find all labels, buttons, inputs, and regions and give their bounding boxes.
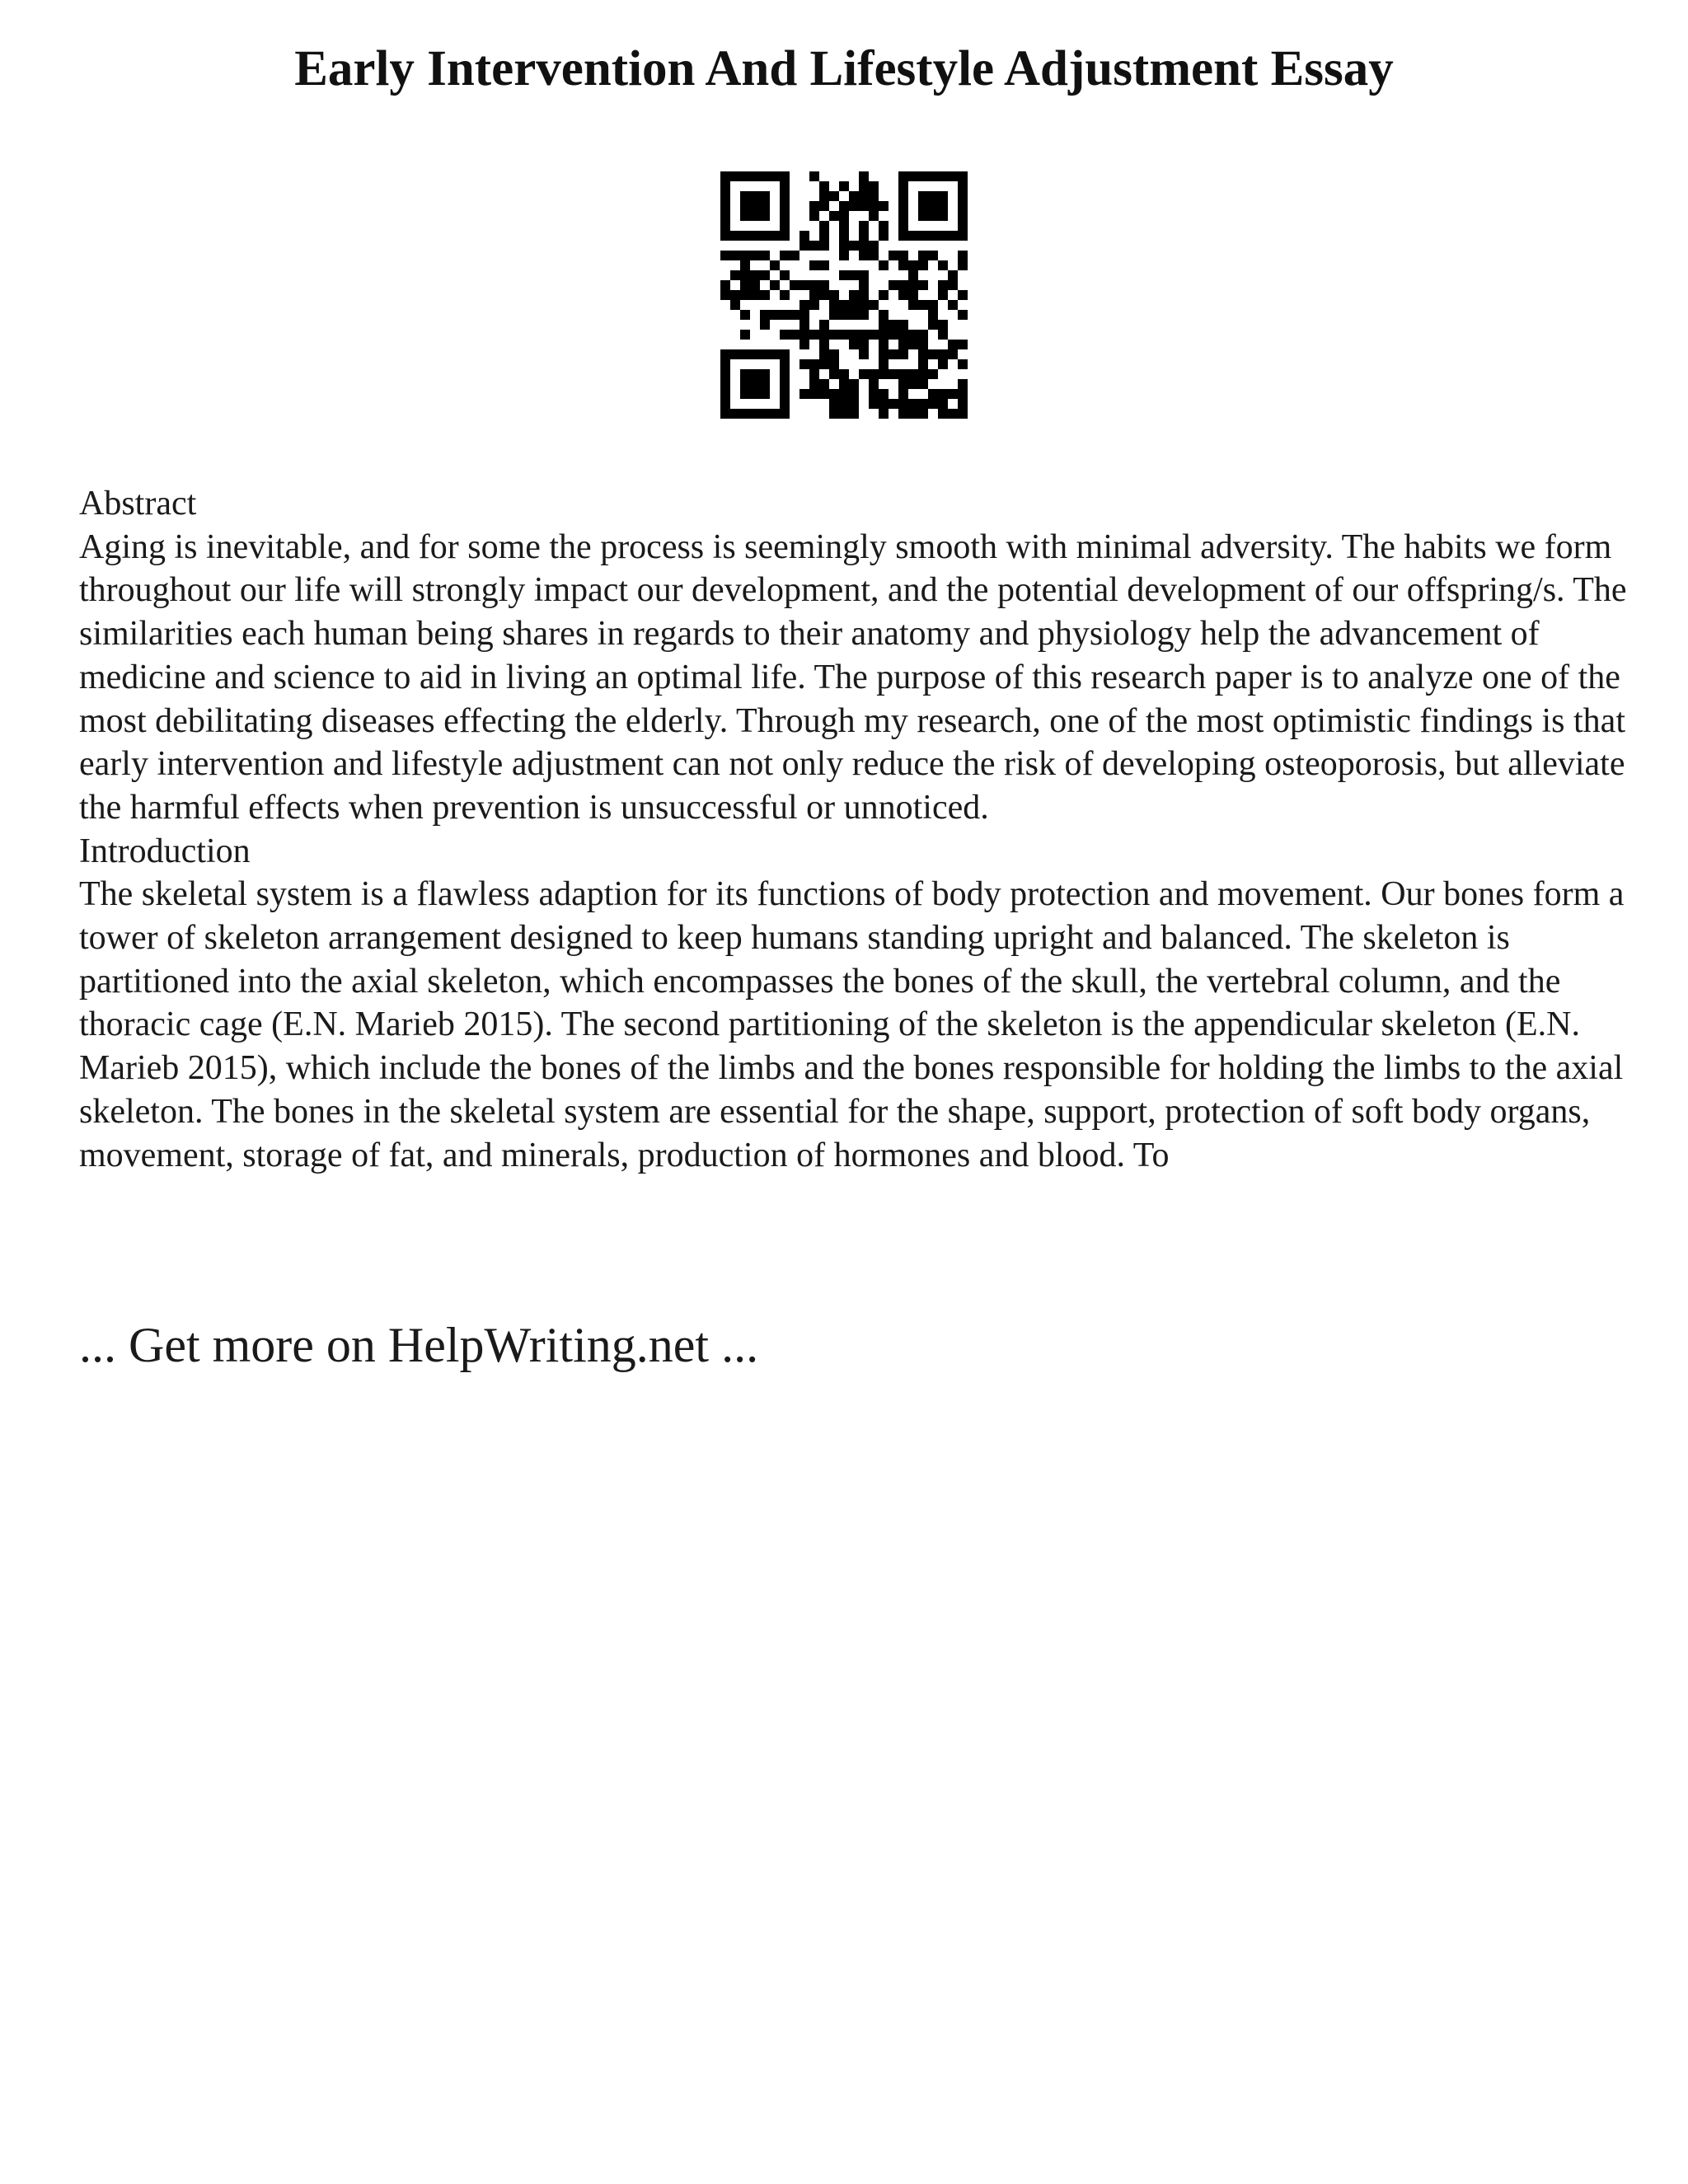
abstract-heading: Abstract: [79, 485, 197, 523]
qr-code-graphic: [720, 171, 968, 419]
abstract-paragraph: Aging is inevitable, and for some the process is seemingly smooth with minimal adversity. The habits we form throughout our life will strongly impact our development, and the potential development of our offspring/s. The similarities each human being shares in regards to their anatomy and physiology help the advancement of medicine and science to aid in living an optimal life. The purpose of this research paper is to analyze one of the most debilitating diseases effecting the elderly. Through my research, one of the most optimistic findings is that early intervention and lifestyle adjustment can not only reduce the risk of developing osteoporosis, but alleviate the harmful effects when prevention is unsuccessful or unnoticed.: [79, 527, 1627, 827]
introduction-heading: Introduction: [79, 832, 251, 870]
document-title: Early Intervention And Lifestyle Adjustment Essay: [294, 41, 1394, 96]
introduction-paragraph: The skeletal system is a flawless adaption for its functions of body protection and movement. Our bones form a tower of skeleton arrangement designed to keep humans standing upright and balanced. The skeleton is partitioned into the axial skeleton, which encompasses the bones of the skull, the vertebral column, and the thoracic cage (E.N. Marieb 2015). The second partitioning of the skeleton is the appendicular skeleton (E.N. Marieb 2015), which include the bones of the limbs and the bones responsible for holding the limbs to the axial skeleton. The bones in the skeletal system are essential for the shape, support, protection of soft body organs, movement, storage of fat, and minerals, production of hormones and blood. To: [79, 875, 1625, 1174]
qr-code-icon: [720, 171, 968, 419]
get-more-link[interactable]: ... Get more on HelpWriting.net ...: [79, 1318, 759, 1372]
essay-body: [79, 482, 1645, 1177]
